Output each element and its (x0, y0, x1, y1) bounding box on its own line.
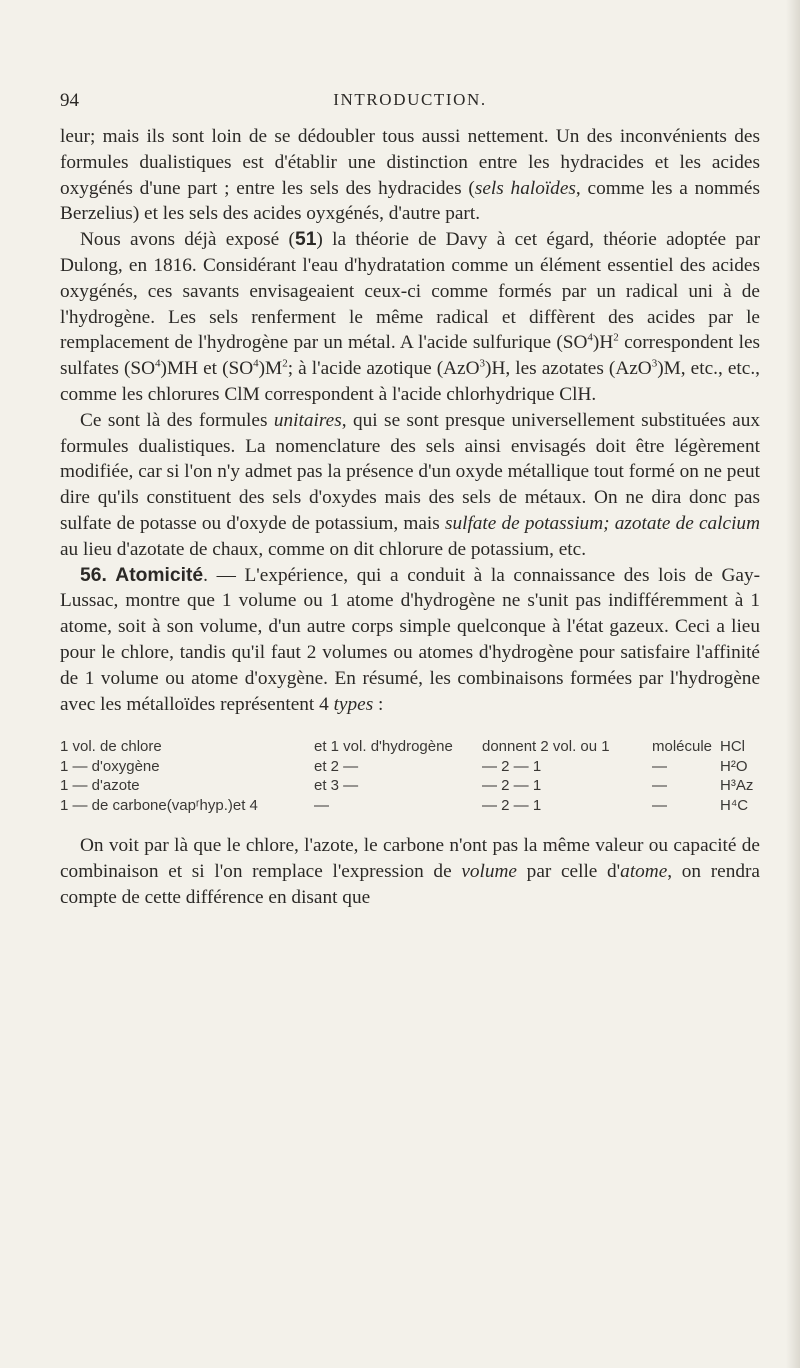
page-header (60, 90, 760, 116)
paragraph-2: Nous avons déjà exposé (51) la théorie de Davy à cet égard, théorie adoptée par Dulong, en 1816. Considérant l'eau d'hydratation comme un élément essentiel des acides oxygénés, ces savants envisageaient ceux-ci comme formés par un radical uni à de l'hydrogène. Les sels renferment le même radical et diffèrent des acides par le remplacement de l'hydrogène par un métal. A l'acide sulfurique $(SO^4)H^2$ correspondent les sulfates $(SO^4)MH$ et $(SO^4)M^2$; à l'acide azotique (AzO$^3$)H, les azotates (AzO$^3$)M, etc., etc., comme les chlorures ClM correspondent à l'acide chlorhydrique ClH. (60, 229, 761, 405)
section-title: Atomicité (115, 564, 204, 586)
paragraph-3: Ce sont là des formules unitaires, qui se sont presque universellement substituées aux formules dualistiques. La nomenclature des sels ainsi envisagés doit être légèrement modifiée, car si l'on n'y admet pas la présence d'un oxyde métallique tout formé on ne peut dire qu'ils constituent des sels d'oxydes mais des sels de métaux. On ne dira donc pas sulfate de potasse ou d'oxyde de potassium, mais sulfate de potassium; azotate de calcium au lieu d'azotate de chaux, comme on dit chlorure de potassium, etc. (60, 409, 760, 560)
paragraph-1: leur; mais ils sont loin de se dédoubler tous aussi nettement. Un des inconvénients des formules dualistiques est d'établir une distinction entre les hydracides et les acides oxygénés d'une part ; entre les sels des hydracides (sels haloïdes, comme les a nommés Berzelius) et les sels des acides oyxgénés, d'autre part. (60, 126, 760, 225)
page-edge-shadow (786, 0, 800, 1368)
paragraph-4-atomicite: 56. Atomicité. — L'expérience, qui a conduit à la connaissance des lois de Gay-Lussac, montre que 1 volume ou 1 atome d'hydrogène ne s'unit pas indifféremment à 1 atome, soit à son volume, d'un autre corps simple quelconque à l'état gazeux. Ceci a lieu pour le chlore, tandis qu'il faut 2 volumes ou atomes d'hydrogène pour satisfaire l'affinité de 1 volume ou atome d'oxygène. En résumé, les combinaisons formées par l'hydrogène avec les métalloïdes représentent 4 types : (60, 564, 761, 715)
table-row: 1 — d'oxygène et 2 — — 2 — 1 — H²O (60, 757, 748, 775)
running-head: INTRODUCTION. (333, 90, 487, 109)
table-row: 1 — de carbone(vapʳhyp.)et 4 — — 2 — 1 — H⁴C (60, 796, 749, 814)
body-text (60, 124, 760, 911)
hydrogen-types-table (60, 737, 760, 815)
section-reference: 51 (294, 229, 317, 251)
page-number: 94 (60, 90, 79, 111)
table-row: 1 — d'azote et 3 — — 2 — 1 — H³Az (60, 777, 754, 795)
section-number: 56 (80, 564, 102, 586)
paragraph-5: On voit par là que le chlore, l'azote, le carbone n'ont pas la même valeur ou capacité de combinaison et si l'on remplace l'expression de volume par celle d'atome, on rendra compte de cette différence en disant que (60, 835, 760, 908)
table-row: 1 vol. de chlore et 1 vol. d'hydrogène donnent 2 vol. ou 1 molécule HCl (60, 738, 745, 756)
